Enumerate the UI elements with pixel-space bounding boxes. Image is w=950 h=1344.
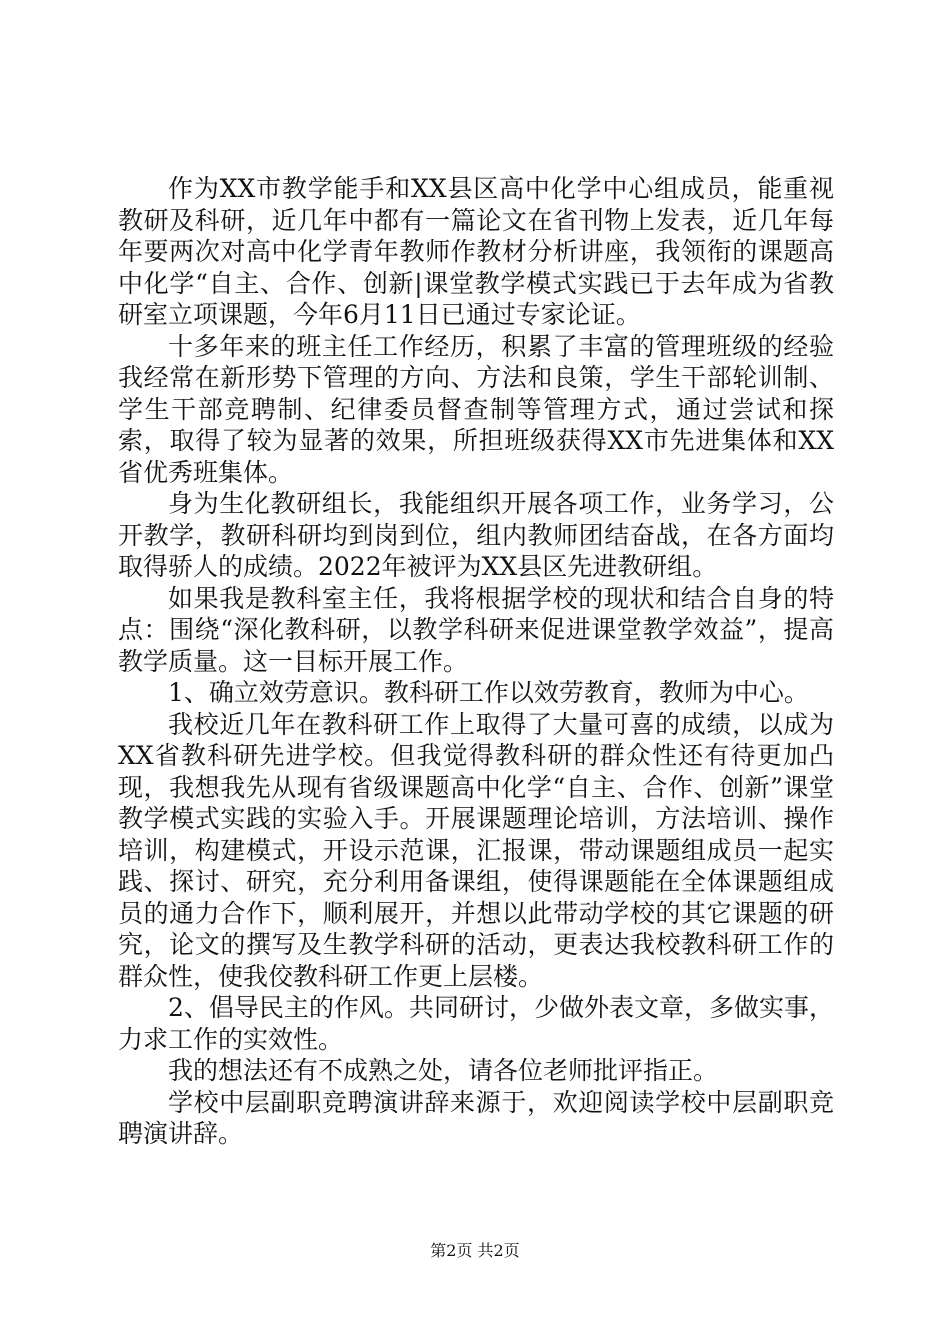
document-body <box>118 173 834 1150</box>
paragraph-8: 我的想法还有不成熟之处，请各位老师批评指正。 <box>168 1056 719 1085</box>
paragraph-4: 如果我是教科室主任，我将根据学校的现状和结合自身的特点：围绕“深化教科研，以教学科研来促进课堂教学效益”，提高教学质量。这一目标开展工作。 <box>118 583 834 676</box>
page-footer: 第2页 共2页 <box>430 1241 520 1260</box>
paragraph-3: 身为生化教研组长，我能组织开展各项工作，业务学习，公开教学，教研科研均到岗到位，组内教师团结奋战，在各方面均取得骄人的成绩。2022年被评为XX县区先进教研组。 <box>118 489 834 581</box>
paragraph-6: 我校近几年在教科研工作上取得了大量可喜的成绩，以成为XX省教科研先进学校。但我觉得教科研的群众性还有待更加凸现，我想我先从现有省级课题高中化学“自主、合作、创新”课堂教学模式实践的实验入手。开展课题理论培训，方法培训、操作培训，构建模式，开设示范课，汇报课，带动课题组成员一起实践、探讨、研究，充分利用备课组，使得课题能在全体课题组成员的通力合作下，顺利展开，并想以此带动学校的其它课题的研究，论文的撰写及生教学科研的活动，更表达我校教科研工作的群众性，使我佼教科研工作更上层楼。 <box>118 709 834 991</box>
paragraph-5: 1、确立效劳意识。教科研工作以效劳教育，教师为中心。 <box>168 678 809 707</box>
paragraph-7: 2、倡导民主的作风。共同研讨，少做外表文章，多做实事，力求工作的实效性。 <box>118 993 834 1054</box>
paragraph-1: 作为XX市教学能手和XX县区高中化学中心组成员，能重视教研及科研，近几年中都有一篇论文在省刊物上发表，近几年每年要两次对高中化学青年教师作教材分析讲座，我领衔的课题高中化学“自主、合作、创新|课堂教学模式实践已于去年成为省教研室立项课题，今年6月11日已通过专家论证。 <box>118 174 834 329</box>
paragraph-9: 学校中层副职竞聘演讲辞来源于，欢迎阅读学校中层副职竞聘演讲辞。 <box>118 1087 834 1148</box>
paragraph-2: 十多年来的班主任工作经历，积累了丰富的管理班级的经验我经常在新形势下管理的方向、方法和良策，学生干部轮训制、学生干部竞聘制、纪律委员督查制等管理方式，通过尝试和探索，取得了较为显著的效果，所担班级获得XX市先进集体和XX省优秀班集体。 <box>118 331 834 487</box>
